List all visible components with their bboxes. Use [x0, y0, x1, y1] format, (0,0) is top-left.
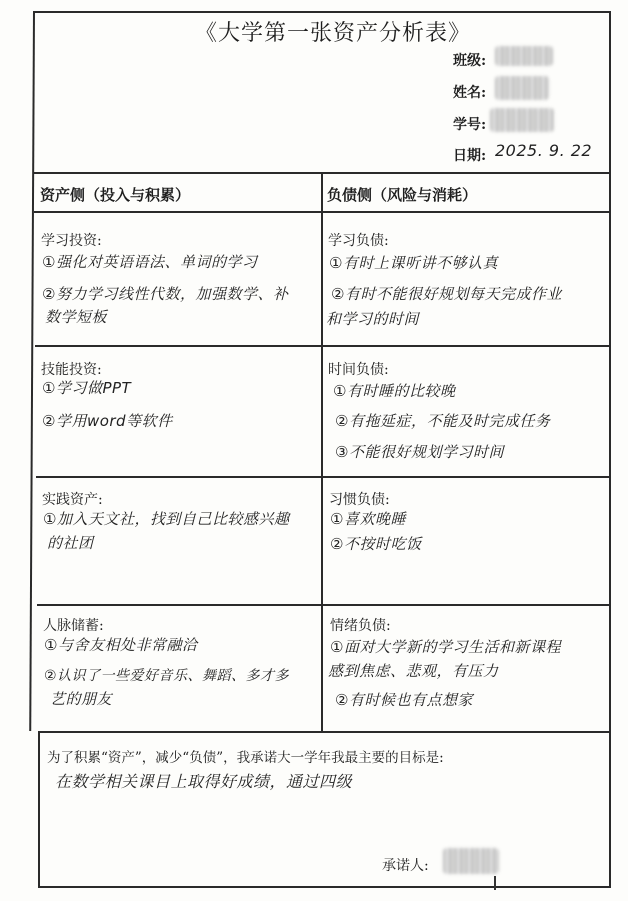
sheet-title: 《大学第一张资产分析表》: [195, 21, 472, 46]
asset-line: 艺的朋友: [50, 690, 113, 708]
asset-line: ①与舍友相处非常融洽: [44, 636, 198, 654]
liability-line: 感到焦虑、悲观，有压力: [328, 662, 499, 680]
asset-line: ②努力学习线性代数，加强数学、补: [42, 285, 289, 303]
frame-right: [609, 11, 611, 888]
date-label: 日期:: [453, 148, 487, 164]
asset-line: ①加入天文社，找到自己比较感兴趣: [43, 510, 290, 528]
asset-line: 的社团: [47, 534, 94, 552]
liability-line: 和学习的时间: [326, 310, 420, 328]
liability-title-time: 时间负债:: [328, 362, 389, 378]
liability-title-emotion: 情绪负债:: [330, 618, 391, 634]
liability-line: ①有时上课听讲不够认真: [329, 254, 498, 272]
signer-signature-redacted: [443, 848, 499, 874]
asset-line: ②学用word等软件: [42, 412, 173, 430]
liability-line: ①有时睡的比较晚: [333, 382, 456, 400]
class-label: 班级:: [453, 53, 487, 69]
liability-line: ②有时候也有点想家: [335, 691, 473, 709]
asset-title-study: 学习投资:: [41, 233, 102, 249]
name-label: 姓名:: [453, 85, 487, 101]
divider-row-1: [35, 345, 611, 347]
asset-line: ①强化对英语语法、单词的学习: [42, 253, 258, 271]
asset-line: 数学短板: [45, 308, 108, 326]
class-value-redacted: [495, 46, 553, 66]
frame-left: [29, 11, 35, 731]
divider-row-4: [38, 731, 611, 733]
liabilities-column-header: 负债侧（风险与消耗）: [327, 186, 478, 204]
frame-bottom: [38, 886, 611, 888]
asset-title-skill: 技能投资:: [41, 362, 102, 378]
liability-line: ②不按时吃饭: [330, 535, 422, 553]
signer-label: 承诺人:: [382, 858, 429, 874]
liability-line: ②有拖延症，不能及时完成任务: [335, 412, 551, 430]
frame-left-lower: [38, 731, 40, 888]
liability-line: ①喜欢晚睡: [330, 510, 406, 528]
liability-title-habit: 习惯负债:: [329, 492, 390, 508]
name-value-redacted: [495, 76, 549, 100]
asset-line: ①学习做PPT: [42, 379, 132, 397]
asset-line: ②认识了一些爱好音乐、舞蹈、多才多: [44, 668, 290, 684]
divider-row-3: [37, 604, 611, 606]
pledge-goal: 在数学相关课目上取得好成绩，通过四级: [55, 772, 353, 791]
student-id-label: 学号:: [453, 117, 487, 133]
divider-row-2: [36, 476, 611, 478]
frame-top: [33, 11, 611, 13]
column-divider: [321, 172, 323, 732]
student-id-value-redacted: [490, 108, 554, 132]
liability-line: ③不能很好规划学习时间: [335, 443, 504, 461]
asset-title-network: 人脉储蓄:: [43, 618, 104, 634]
pen-mark: [494, 876, 496, 890]
liability-title-study: 学习负债:: [328, 233, 389, 249]
date-value: 2025. 9. 22: [495, 141, 593, 160]
liability-line: ①面对大学新的学习生活和新课程: [330, 638, 561, 656]
asset-title-practice: 实践资产:: [42, 492, 103, 508]
assets-column-header: 资产侧（投入与积累）: [40, 186, 191, 204]
liability-line: ②有时不能很好规划每天完成作业: [331, 285, 562, 303]
pledge-prompt: 为了积累“资产”，减少“负债”，我承诺大一学年我最主要的目标是:: [47, 750, 444, 766]
